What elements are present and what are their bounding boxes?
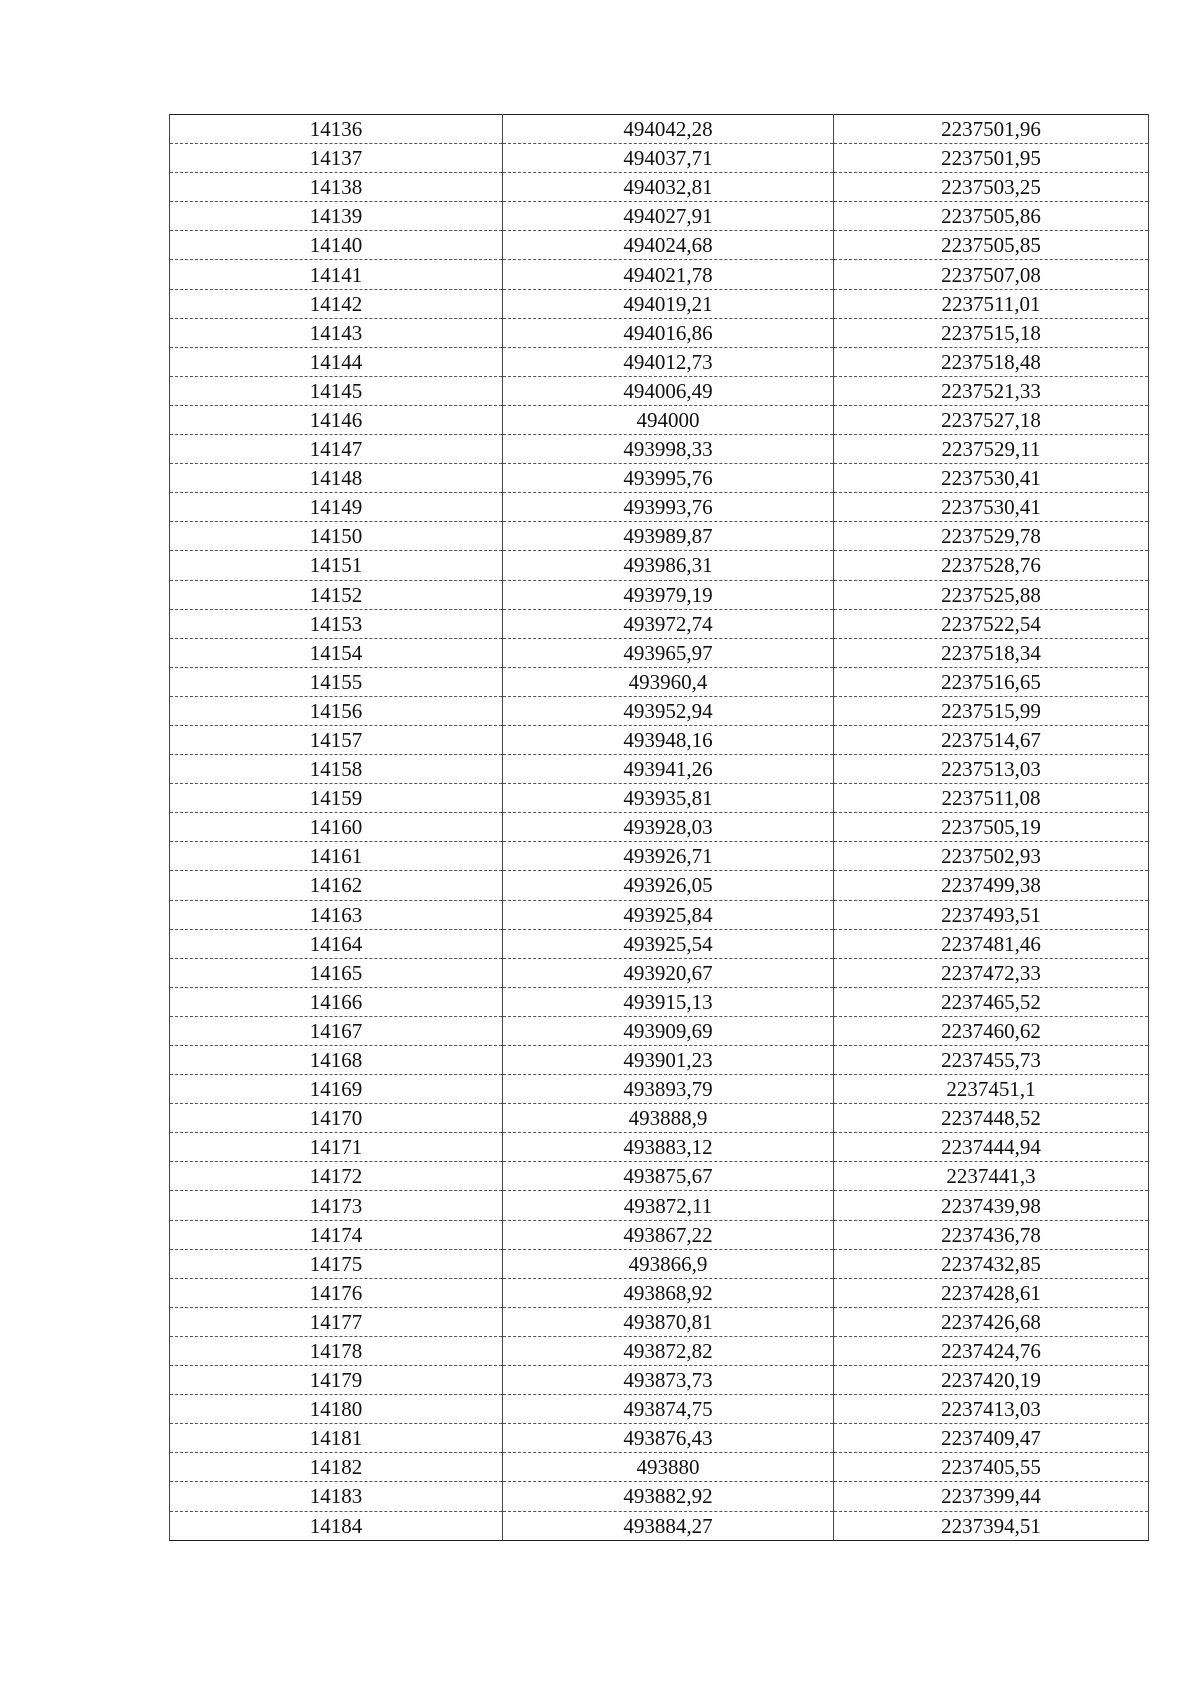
x-coordinate-cell: 493874,75 xyxy=(503,1395,834,1424)
table-row xyxy=(170,1482,1149,1511)
point-number-cell: 14170 xyxy=(170,1104,503,1133)
table-row xyxy=(170,696,1149,725)
point-number-cell: 14172 xyxy=(170,1162,503,1191)
table-row xyxy=(170,551,1149,580)
y-coordinate-cell: 2237465,52 xyxy=(834,987,1149,1016)
table-row xyxy=(170,1220,1149,1249)
x-coordinate-cell: 493928,03 xyxy=(503,813,834,842)
point-number-cell: 14141 xyxy=(170,260,503,289)
y-coordinate-cell: 2237426,68 xyxy=(834,1307,1149,1336)
table-row xyxy=(170,1395,1149,1424)
point-number-cell: 14142 xyxy=(170,289,503,318)
x-coordinate-cell: 493925,54 xyxy=(503,929,834,958)
table-row xyxy=(170,1366,1149,1395)
point-number-cell: 14176 xyxy=(170,1278,503,1307)
y-coordinate-cell: 2237399,44 xyxy=(834,1482,1149,1511)
x-coordinate-cell: 493960,4 xyxy=(503,667,834,696)
table-row xyxy=(170,493,1149,522)
x-coordinate-cell: 493872,11 xyxy=(503,1191,834,1220)
y-coordinate-cell: 2237511,01 xyxy=(834,289,1149,318)
y-coordinate-cell: 2237420,19 xyxy=(834,1366,1149,1395)
point-number-cell: 14171 xyxy=(170,1133,503,1162)
point-number-cell: 14158 xyxy=(170,755,503,784)
table-row xyxy=(170,1307,1149,1336)
point-number-cell: 14139 xyxy=(170,202,503,231)
point-number-cell: 14146 xyxy=(170,405,503,434)
table-row xyxy=(170,173,1149,202)
point-number-cell: 14169 xyxy=(170,1075,503,1104)
table-row xyxy=(170,871,1149,900)
y-coordinate-cell: 2237516,65 xyxy=(834,667,1149,696)
table-row xyxy=(170,1511,1149,1540)
y-coordinate-cell: 2237518,48 xyxy=(834,347,1149,376)
x-coordinate-cell: 493986,31 xyxy=(503,551,834,580)
point-number-cell: 14161 xyxy=(170,842,503,871)
x-coordinate-cell: 493952,94 xyxy=(503,696,834,725)
point-number-cell: 14167 xyxy=(170,1016,503,1045)
x-coordinate-cell: 493909,69 xyxy=(503,1016,834,1045)
point-number-cell: 14144 xyxy=(170,347,503,376)
y-coordinate-cell: 2237444,94 xyxy=(834,1133,1149,1162)
y-coordinate-cell: 2237405,55 xyxy=(834,1453,1149,1482)
point-number-cell: 14165 xyxy=(170,958,503,987)
x-coordinate-cell: 493868,92 xyxy=(503,1278,834,1307)
table-row xyxy=(170,115,1149,144)
y-coordinate-cell: 2237424,76 xyxy=(834,1336,1149,1365)
x-coordinate-cell: 493901,23 xyxy=(503,1046,834,1075)
x-coordinate-cell: 493888,9 xyxy=(503,1104,834,1133)
point-number-cell: 14160 xyxy=(170,813,503,842)
table-row xyxy=(170,464,1149,493)
x-coordinate-cell: 493873,73 xyxy=(503,1366,834,1395)
x-coordinate-cell: 493993,76 xyxy=(503,493,834,522)
y-coordinate-cell: 2237409,47 xyxy=(834,1424,1149,1453)
table-row xyxy=(170,725,1149,754)
table-row xyxy=(170,667,1149,696)
x-coordinate-cell: 493880 xyxy=(503,1453,834,1482)
point-number-cell: 14166 xyxy=(170,987,503,1016)
point-number-cell: 14152 xyxy=(170,580,503,609)
x-coordinate-cell: 493989,87 xyxy=(503,522,834,551)
point-number-cell: 14164 xyxy=(170,929,503,958)
point-number-cell: 14137 xyxy=(170,144,503,173)
y-coordinate-cell: 2237503,25 xyxy=(834,173,1149,202)
table-row xyxy=(170,638,1149,667)
table-row xyxy=(170,929,1149,958)
y-coordinate-cell: 2237448,52 xyxy=(834,1104,1149,1133)
y-coordinate-cell: 2237521,33 xyxy=(834,376,1149,405)
point-number-cell: 14138 xyxy=(170,173,503,202)
y-coordinate-cell: 2237460,62 xyxy=(834,1016,1149,1045)
x-coordinate-cell: 493875,67 xyxy=(503,1162,834,1191)
point-number-cell: 14147 xyxy=(170,435,503,464)
point-number-cell: 14155 xyxy=(170,667,503,696)
point-number-cell: 14180 xyxy=(170,1395,503,1424)
y-coordinate-cell: 2237514,67 xyxy=(834,725,1149,754)
table-row xyxy=(170,1336,1149,1365)
y-coordinate-cell: 2237428,61 xyxy=(834,1278,1149,1307)
point-number-cell: 14150 xyxy=(170,522,503,551)
y-coordinate-cell: 2237439,98 xyxy=(834,1191,1149,1220)
x-coordinate-cell: 493998,33 xyxy=(503,435,834,464)
y-coordinate-cell: 2237451,1 xyxy=(834,1075,1149,1104)
table-row xyxy=(170,1046,1149,1075)
table-row xyxy=(170,1249,1149,1278)
point-number-cell: 14153 xyxy=(170,609,503,638)
x-coordinate-cell: 493870,81 xyxy=(503,1307,834,1336)
point-number-cell: 14151 xyxy=(170,551,503,580)
y-coordinate-cell: 2237530,41 xyxy=(834,493,1149,522)
y-coordinate-cell: 2237529,78 xyxy=(834,522,1149,551)
y-coordinate-cell: 2237501,96 xyxy=(834,115,1149,144)
point-number-cell: 14178 xyxy=(170,1336,503,1365)
x-coordinate-cell: 493867,22 xyxy=(503,1220,834,1249)
x-coordinate-cell: 493926,05 xyxy=(503,871,834,900)
x-coordinate-cell: 494021,78 xyxy=(503,260,834,289)
point-number-cell: 14184 xyxy=(170,1511,503,1540)
table-row xyxy=(170,1016,1149,1045)
table-row xyxy=(170,405,1149,434)
y-coordinate-cell: 2237522,54 xyxy=(834,609,1149,638)
x-coordinate-cell: 493925,84 xyxy=(503,900,834,929)
table-row xyxy=(170,842,1149,871)
y-coordinate-cell: 2237505,85 xyxy=(834,231,1149,260)
table-row xyxy=(170,1075,1149,1104)
y-coordinate-cell: 2237505,19 xyxy=(834,813,1149,842)
y-coordinate-cell: 2237505,86 xyxy=(834,202,1149,231)
point-number-cell: 14163 xyxy=(170,900,503,929)
point-number-cell: 14177 xyxy=(170,1307,503,1336)
point-number-cell: 14136 xyxy=(170,115,503,144)
x-coordinate-cell: 493948,16 xyxy=(503,725,834,754)
y-coordinate-cell: 2237472,33 xyxy=(834,958,1149,987)
x-coordinate-cell: 493883,12 xyxy=(503,1133,834,1162)
x-coordinate-cell: 493979,19 xyxy=(503,580,834,609)
x-coordinate-cell: 493866,9 xyxy=(503,1249,834,1278)
y-coordinate-cell: 2237529,11 xyxy=(834,435,1149,464)
table-row xyxy=(170,318,1149,347)
x-coordinate-cell: 494006,49 xyxy=(503,376,834,405)
table-row xyxy=(170,755,1149,784)
table-row xyxy=(170,1278,1149,1307)
table-row xyxy=(170,813,1149,842)
point-number-cell: 14148 xyxy=(170,464,503,493)
x-coordinate-cell: 494042,28 xyxy=(503,115,834,144)
point-number-cell: 14156 xyxy=(170,696,503,725)
y-coordinate-cell: 2237394,51 xyxy=(834,1511,1149,1540)
y-coordinate-cell: 2237455,73 xyxy=(834,1046,1149,1075)
x-coordinate-cell: 493882,92 xyxy=(503,1482,834,1511)
table-row xyxy=(170,202,1149,231)
coordinates-table xyxy=(169,114,1149,1541)
x-coordinate-cell: 494037,71 xyxy=(503,144,834,173)
point-number-cell: 14168 xyxy=(170,1046,503,1075)
y-coordinate-cell: 2237515,99 xyxy=(834,696,1149,725)
table-row xyxy=(170,522,1149,551)
table-row xyxy=(170,987,1149,1016)
point-number-cell: 14157 xyxy=(170,725,503,754)
x-coordinate-cell: 494000 xyxy=(503,405,834,434)
y-coordinate-cell: 2237527,18 xyxy=(834,405,1149,434)
x-coordinate-cell: 493935,81 xyxy=(503,784,834,813)
table-row xyxy=(170,376,1149,405)
x-coordinate-cell: 493884,27 xyxy=(503,1511,834,1540)
y-coordinate-cell: 2237481,46 xyxy=(834,929,1149,958)
point-number-cell: 14154 xyxy=(170,638,503,667)
y-coordinate-cell: 2237493,51 xyxy=(834,900,1149,929)
table-row xyxy=(170,289,1149,318)
table-row xyxy=(170,1191,1149,1220)
table-row xyxy=(170,144,1149,173)
y-coordinate-cell: 2237499,38 xyxy=(834,871,1149,900)
table-row xyxy=(170,958,1149,987)
point-number-cell: 14159 xyxy=(170,784,503,813)
x-coordinate-cell: 493965,97 xyxy=(503,638,834,667)
x-coordinate-cell: 493876,43 xyxy=(503,1424,834,1453)
y-coordinate-cell: 2237436,78 xyxy=(834,1220,1149,1249)
table-row xyxy=(170,260,1149,289)
table-row xyxy=(170,580,1149,609)
x-coordinate-cell: 493941,26 xyxy=(503,755,834,784)
coordinates-table-body xyxy=(170,115,1149,1541)
x-coordinate-cell: 493920,67 xyxy=(503,958,834,987)
x-coordinate-cell: 494016,86 xyxy=(503,318,834,347)
y-coordinate-cell: 2237518,34 xyxy=(834,638,1149,667)
point-number-cell: 14145 xyxy=(170,376,503,405)
table-row xyxy=(170,347,1149,376)
point-number-cell: 14140 xyxy=(170,231,503,260)
x-coordinate-cell: 493915,13 xyxy=(503,987,834,1016)
table-row xyxy=(170,231,1149,260)
point-number-cell: 14143 xyxy=(170,318,503,347)
y-coordinate-cell: 2237528,76 xyxy=(834,551,1149,580)
point-number-cell: 14179 xyxy=(170,1366,503,1395)
point-number-cell: 14182 xyxy=(170,1453,503,1482)
table-row xyxy=(170,1133,1149,1162)
point-number-cell: 14173 xyxy=(170,1191,503,1220)
y-coordinate-cell: 2237501,95 xyxy=(834,144,1149,173)
y-coordinate-cell: 2237432,85 xyxy=(834,1249,1149,1278)
y-coordinate-cell: 2237511,08 xyxy=(834,784,1149,813)
x-coordinate-cell: 493972,74 xyxy=(503,609,834,638)
y-coordinate-cell: 2237513,03 xyxy=(834,755,1149,784)
x-coordinate-cell: 494027,91 xyxy=(503,202,834,231)
x-coordinate-cell: 494012,73 xyxy=(503,347,834,376)
point-number-cell: 14183 xyxy=(170,1482,503,1511)
table-row xyxy=(170,1162,1149,1191)
y-coordinate-cell: 2237530,41 xyxy=(834,464,1149,493)
x-coordinate-cell: 494032,81 xyxy=(503,173,834,202)
y-coordinate-cell: 2237507,08 xyxy=(834,260,1149,289)
point-number-cell: 14162 xyxy=(170,871,503,900)
point-number-cell: 14174 xyxy=(170,1220,503,1249)
table-row xyxy=(170,435,1149,464)
x-coordinate-cell: 493995,76 xyxy=(503,464,834,493)
x-coordinate-cell: 493872,82 xyxy=(503,1336,834,1365)
y-coordinate-cell: 2237441,3 xyxy=(834,1162,1149,1191)
y-coordinate-cell: 2237525,88 xyxy=(834,580,1149,609)
table-row xyxy=(170,1453,1149,1482)
table-row xyxy=(170,784,1149,813)
x-coordinate-cell: 494024,68 xyxy=(503,231,834,260)
y-coordinate-cell: 2237502,93 xyxy=(834,842,1149,871)
table-row xyxy=(170,900,1149,929)
point-number-cell: 14149 xyxy=(170,493,503,522)
table-row xyxy=(170,1104,1149,1133)
table-row xyxy=(170,1424,1149,1453)
point-number-cell: 14181 xyxy=(170,1424,503,1453)
point-number-cell: 14175 xyxy=(170,1249,503,1278)
y-coordinate-cell: 2237515,18 xyxy=(834,318,1149,347)
y-coordinate-cell: 2237413,03 xyxy=(834,1395,1149,1424)
x-coordinate-cell: 493926,71 xyxy=(503,842,834,871)
table-row xyxy=(170,609,1149,638)
x-coordinate-cell: 493893,79 xyxy=(503,1075,834,1104)
x-coordinate-cell: 494019,21 xyxy=(503,289,834,318)
